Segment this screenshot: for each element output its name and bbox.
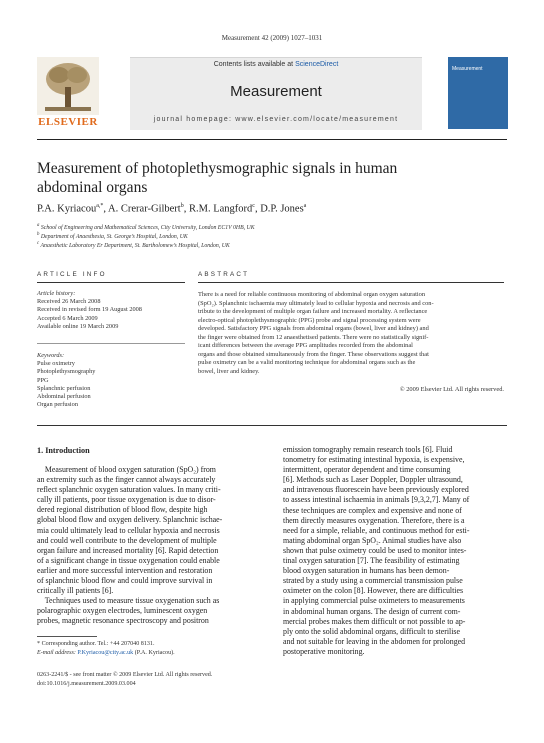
author-sup: a,* [96, 203, 104, 209]
history-item: Received 26 March 2008 [37, 298, 101, 306]
author-name: A. Crerar-Gilbert [108, 203, 181, 215]
article-info-header: ARTICLE INFO [37, 271, 107, 278]
abstract-text: There is a need for reliable continuous monitoring of abdominal organ oxygen saturation (SpO₂). Splanchnic ischaemia may ultimately lead to cellular hypoxia and necrosis and con- tribute to the development of multiple organ failure and increased mortality. A reflectance electro-optical photoplethysmographic (PPG) probe and signal processing system were developed. Satisfactory PPG signals from abdominal organs (bowel, liver and kidney) and the finger were obtained from 12 anaesthetised patients. There were no statistically signif- icant differences between the average PPG amplitudes recorded from the abdominal organs and those obtained simultaneously from the finger. These observations suggest that pulse oximetry can be a valid monitoring technique for abdominal organs such as the bowel, liver and kidney. [198, 291, 434, 375]
affiliation: $^b$ Department of Anaesthesia, St. George’s Hospital, London, UK [37, 232, 188, 240]
keyword: Abdominal perfusion [37, 393, 91, 401]
header-rule [37, 139, 507, 140]
email-link[interactable]: P.Kyriacou@city.ac.uk [77, 650, 134, 656]
keywords-label: Keywords: [37, 352, 65, 359]
journal-cover-thumbnail [448, 57, 508, 129]
footnote-corresponding: * Corresponding author. Tel.: +44 207040 8131. [37, 641, 155, 647]
intro-right-column: emission tomography remain research tools [6]. Fluid tonometry for estimating intestinal hypoxia, is expensive, intermittent, operator dependent and time consuming [6]. Methods such as Laser Doppler, Doppler ultrasound, and intravenous fluorescein have been previously explored to assess intestinal ischaemia in animals [9,3,2,7]. Many of these techniques are complex and expensive and none of them directly measures oxygenation. Therefore, there is a need for a simple, reliable, and continuous method for esti- mating abdominal organ SpO₂. Animal studies have also shown that pulse oximetry could be used to monitor intes- tinal oxygen saturation [7]. The feasibility of estimating blood oxygen saturation in humans has been demon- strated by a study using a commercial transmission pulse oximeter on the colon [8]. However, there are difficulties in applying commercial pulse oximeters to measurements in abdominal human organs. The design of current com- mercial probes makes them difficult or not possible to ap- ply onto the solid abdominal organs, difficult to sterilise and not suitable for leaving in the abdomen for prolonged postoperative monitoring. [283, 445, 470, 656]
keyword: Organ perfusion [37, 401, 78, 409]
journal-homepage[interactable]: journal homepage: www.elsevier.com/locate/measurement [153, 116, 399, 123]
copyright: © 2009 Elsevier Ltd. All rights reserved. [399, 386, 504, 393]
issn-line: 0263-2241/$ - see front matter © 2009 Elsevier Ltd. All rights reserved. [37, 672, 213, 678]
author-sup: b [180, 203, 184, 209]
intro-left-column: Measurement of blood oxygen saturation (SpO₂) from an extremity such as the finger cannot always accurately reflect splanchnic oxygen saturation values. In many criti- cally ill patients, poor tissue oxygenation is due to disor- dered regional distribution of blood flow, despite high global blood flow and oxygen delivery. Splanchnic ischae- mia could ultimately lead to cellular hypoxia and necrosis and could well contribute to the development of multiple organ failure and increased mortality [6]. Rapid detection of a significant change in tissue oxygenation could enable earlier and more successful intervention and restoration of splanchnic blood flow and could improve survival in critically ill patients [6]. Techniques used to measure tissue oxygenation such as polarographic oxygen electrodes, luminescent oxygen probes, magnetic resonance spectroscopy and positron [37, 465, 223, 626]
author-list: P.A. Kyriacou$^{a,*}$, A. Crerar-Gilbert$^b$, R.M. Langford$^c$, D.P. Jones$^a$ [37, 203, 307, 215]
author-sup: a [303, 203, 307, 209]
elsevier-logo [37, 57, 99, 129]
keyword: PPG [37, 376, 49, 384]
author-sup: c [252, 203, 255, 209]
masthead-center [130, 57, 422, 130]
author-name: R.M. Langford [188, 203, 253, 215]
keywords [37, 352, 192, 409]
history-item: Received in revised form 19 August 2008 [37, 306, 142, 314]
sciencedirect-link[interactable]: ScienceDirect [295, 61, 339, 68]
affiliation: $^c$ Anaesthetic Laboratory Er Department, St. Bartholomew’s Hospital, London, UK [37, 241, 230, 249]
author-name: D.P. Jones [260, 203, 304, 215]
author-name: P.A. Kyriacou [37, 203, 97, 215]
body-rule [37, 425, 507, 426]
journal-title: Measurement [230, 83, 322, 100]
tree-logo-icon [37, 57, 99, 115]
abstract-header: ABSTRACT [198, 271, 250, 278]
history-item: Available online 19 March 2009 [37, 322, 119, 330]
article-history [37, 290, 192, 331]
publisher-name: ELSEVIER [38, 116, 98, 128]
keywords-rule [37, 343, 185, 344]
history-item: Accepted 6 March 2009 [37, 314, 98, 322]
footnote-email: E-mail address: P.Kyriacou@city.ac.uk (P.A. Kyriacou). [37, 650, 175, 656]
keyword: Splanchnic perfusion [37, 384, 91, 392]
section-heading: 1. Introduction [37, 446, 90, 455]
doi-line[interactable]: doi:10.1016/j.measurement.2009.03.004 [37, 681, 136, 687]
footnote-rule [37, 636, 97, 637]
contents-line [130, 61, 422, 68]
keyword: Photoplethysmography [37, 368, 96, 376]
affiliation: $^a$ School of Engineering and Mathematical Sciences, City University, London EC1V 0HB, UK [37, 223, 255, 231]
keyword: Pulse oximetry [37, 360, 75, 368]
abstract-rule [198, 282, 504, 283]
journal-masthead [37, 57, 507, 129]
article-info-rule [37, 282, 185, 283]
article-title: Measurement of photoplethysmographic signals in human abdominal organs [37, 160, 398, 196]
contents-prefix: Contents lists available at [213, 61, 294, 68]
journal-reference: Measurement 42 (2009) 1027–1031 [221, 34, 323, 42]
history-label: Article history: [37, 290, 76, 297]
cover-title: Measurement [452, 66, 483, 72]
